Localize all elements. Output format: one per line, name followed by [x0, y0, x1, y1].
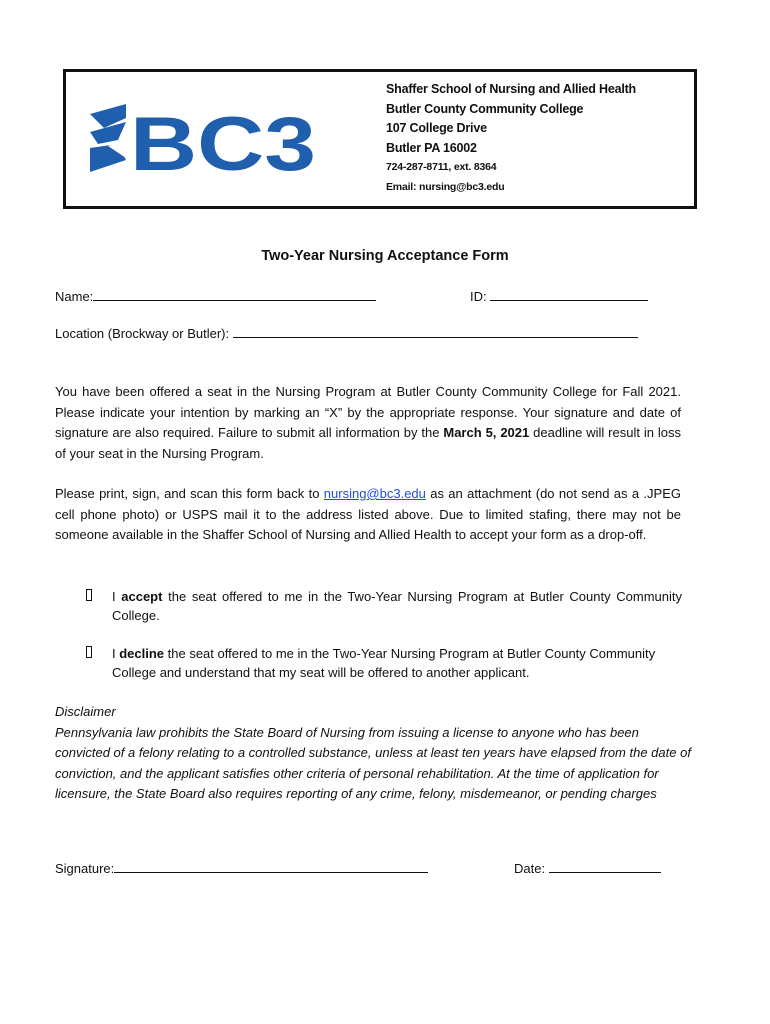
accept-checkbox[interactable]: [86, 589, 92, 601]
accept-keyword: accept: [121, 589, 163, 604]
instructions-text-end: deadline will result in loss of your seat in the Nursing Program.: [55, 425, 682, 461]
nursing-email-link[interactable]: nursing@bc3.edu: [323, 486, 426, 501]
submission-text: Please print, sign, and scan this form back to: [55, 486, 324, 501]
location-input-line[interactable]: [233, 326, 638, 338]
id-label: ID:: [470, 289, 487, 304]
school-address: [386, 80, 636, 197]
deadline-date: March 5, 2021: [443, 425, 530, 440]
instructions-paragraph: [55, 382, 681, 464]
date-field-row: [514, 861, 661, 876]
decline-keyword: decline: [119, 646, 165, 661]
address-line: Butler PA 16002: [386, 140, 477, 155]
bc3-emblem-icon: [90, 104, 126, 172]
location-label: Location (Brockway or Butler):: [55, 326, 230, 341]
instructions-text: You have been offered a seat in the Nursing Program at Butler County Community College for Fall 2021. Please indicate your intention by marking an “X” by the appropriate response. Your signature and date of signature are also required. Failure to submit all information by the: [55, 384, 681, 440]
disclaimer-text: Pennsylvania law prohibits the State Board of Nursing from issuing a license to anyone who has been convicted of a felony relating to a controlled substance, unless at least ten years have elapsed from the date of conviction, and the applicant satisfies other criteria of personal rehabilitation. At the time of application for licensure, the State Board also requires reporting of any crime, felony, misdemeanor, or pending charges: [55, 724, 691, 801]
signature-field-row: [55, 861, 428, 876]
form-title: Two-Year Nursing Acceptance Form: [261, 248, 509, 264]
signature-input-line[interactable]: [114, 861, 428, 873]
disclaimer-heading: Disclaimer: [55, 704, 116, 719]
accept-text: the seat offered to me in the Two-Year Nursing Program at Butler County Community College.: [112, 589, 682, 623]
bc3-logo: [88, 100, 318, 180]
disclaimer-section: [55, 702, 695, 805]
phone-number: 724-287-8711, ext. 8364: [386, 161, 497, 173]
date-label: Date:: [514, 861, 546, 876]
location-field-row: [55, 326, 638, 341]
address-line: 107 College Drive: [386, 121, 487, 135]
submission-paragraph: [55, 484, 681, 546]
letterhead-box: [63, 69, 697, 209]
name-field-row: [55, 289, 376, 304]
address-line: Butler County Community College: [386, 101, 584, 116]
address-line: Shaffer School of Nursing and Allied Health: [386, 82, 636, 96]
name-input-line[interactable]: [93, 289, 376, 301]
email-address: Email: nursing@bc3.edu: [386, 180, 505, 193]
date-input-line[interactable]: [549, 861, 661, 873]
decline-option: I decline the seat offered to me in the Two-Year Nursing Program at Butler County Community College and understand that my seat will be offered to another applicant.: [86, 644, 696, 682]
id-field-row: [470, 289, 648, 304]
submission-text-end: as an attachment (do not send as a .JPEG cell phone photo) or USPS mail it to the address listed above. Due to limited stafing, there may not be someone available in the Shaffer School of Nursing and Allied Health to accept your form as a drop-off.: [55, 486, 681, 542]
decline-text: the seat offered to me in the Two-Year Nursing Program at Butler County Community College and understand that my seat will be offered to another applicant.: [112, 646, 656, 680]
accept-option: I accept the seat offered to me in the Two-Year Nursing Program at Butler County Community College.: [86, 587, 682, 625]
id-input-line[interactable]: [490, 289, 648, 301]
decline-checkbox[interactable]: [86, 646, 92, 658]
name-label: Name:: [55, 289, 94, 304]
signature-label: Signature:: [55, 861, 115, 876]
logo-text: BC3: [130, 102, 316, 180]
